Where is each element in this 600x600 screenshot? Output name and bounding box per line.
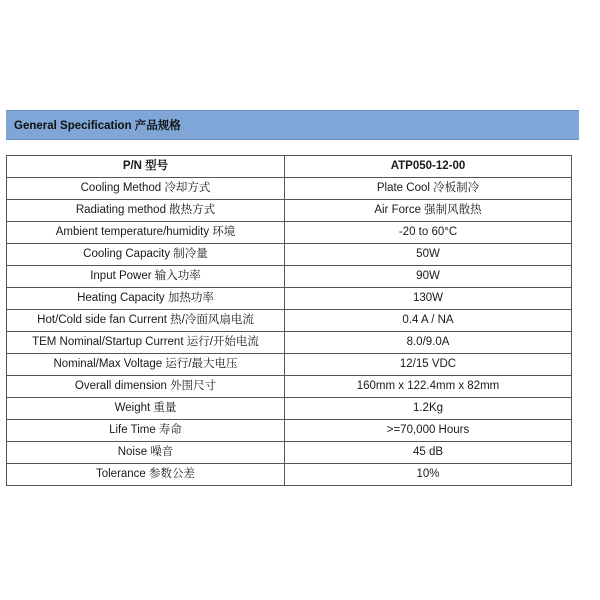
spec-label-cell: Cooling Capacity 制冷量 bbox=[7, 244, 285, 266]
table-row bbox=[7, 464, 572, 486]
spec-label-cell: Noise 噪音 bbox=[7, 442, 285, 464]
spec-label-cell: Heating Capacity 加热功率 bbox=[7, 288, 285, 310]
spec-value-cell: 12/15 VDC bbox=[285, 354, 572, 376]
table-row bbox=[7, 442, 572, 464]
spec-value-cell: 8.0/9.0A bbox=[285, 332, 572, 354]
spec-label-cell: Weight 重量 bbox=[7, 398, 285, 420]
spec-value-cell: 90W bbox=[285, 266, 572, 288]
header-cell-value: ATP050-12-00 bbox=[285, 156, 572, 178]
spec-label-cell: Tolerance 参数公差 bbox=[7, 464, 285, 486]
header-cell-label: P/N 型号 bbox=[7, 156, 285, 178]
spec-label-cell: Radiating method 散热方式 bbox=[7, 200, 285, 222]
table-row bbox=[7, 178, 572, 200]
spec-value-cell: -20 to 60°C bbox=[285, 222, 572, 244]
spec-section-header bbox=[6, 110, 579, 140]
table-row bbox=[7, 266, 572, 288]
table-row bbox=[7, 376, 572, 398]
spec-label-cell: Overall dimension 外围尺寸 bbox=[7, 376, 285, 398]
spec-label-cell: Life Time 寿命 bbox=[7, 420, 285, 442]
spec-value-cell: 45 dB bbox=[285, 442, 572, 464]
spec-label-cell: Hot/Cold side fan Current 热/冷面风扇电流 bbox=[7, 310, 285, 332]
spec-value-cell: 160mm x 122.4mm x 82mm bbox=[285, 376, 572, 398]
spec-value-cell: 10% bbox=[285, 464, 572, 486]
spec-label-cell: TEM Nominal/Startup Current 运行/开始电流 bbox=[7, 332, 285, 354]
spec-table bbox=[6, 155, 572, 486]
spec-label-cell: Input Power 输入功率 bbox=[7, 266, 285, 288]
spec-value-cell: Plate Cool 冷板制冷 bbox=[285, 178, 572, 200]
table-row bbox=[7, 398, 572, 420]
table-row bbox=[7, 354, 572, 376]
spec-label-cell: Ambient temperature/humidity 环境 bbox=[7, 222, 285, 244]
table-row bbox=[7, 244, 572, 266]
table-row bbox=[7, 222, 572, 244]
spec-value-cell: Air Force 强制风散热 bbox=[285, 200, 572, 222]
spec-label-cell: Nominal/Max Voltage 运行/最大电压 bbox=[7, 354, 285, 376]
table-row bbox=[7, 420, 572, 442]
table-header-row bbox=[7, 156, 572, 178]
table-row bbox=[7, 288, 572, 310]
table-row bbox=[7, 310, 572, 332]
spec-value-cell: 50W bbox=[285, 244, 572, 266]
spec-value-cell: 0.4 A / NA bbox=[285, 310, 572, 332]
spec-section-title: General Specification 产品规格 bbox=[14, 120, 181, 132]
spec-label-cell: Cooling Method 冷却方式 bbox=[7, 178, 285, 200]
table-row bbox=[7, 200, 572, 222]
spec-value-cell: 130W bbox=[285, 288, 572, 310]
table-row bbox=[7, 332, 572, 354]
spec-value-cell: >=70,000 Hours bbox=[285, 420, 572, 442]
spec-value-cell: 1.2Kg bbox=[285, 398, 572, 420]
